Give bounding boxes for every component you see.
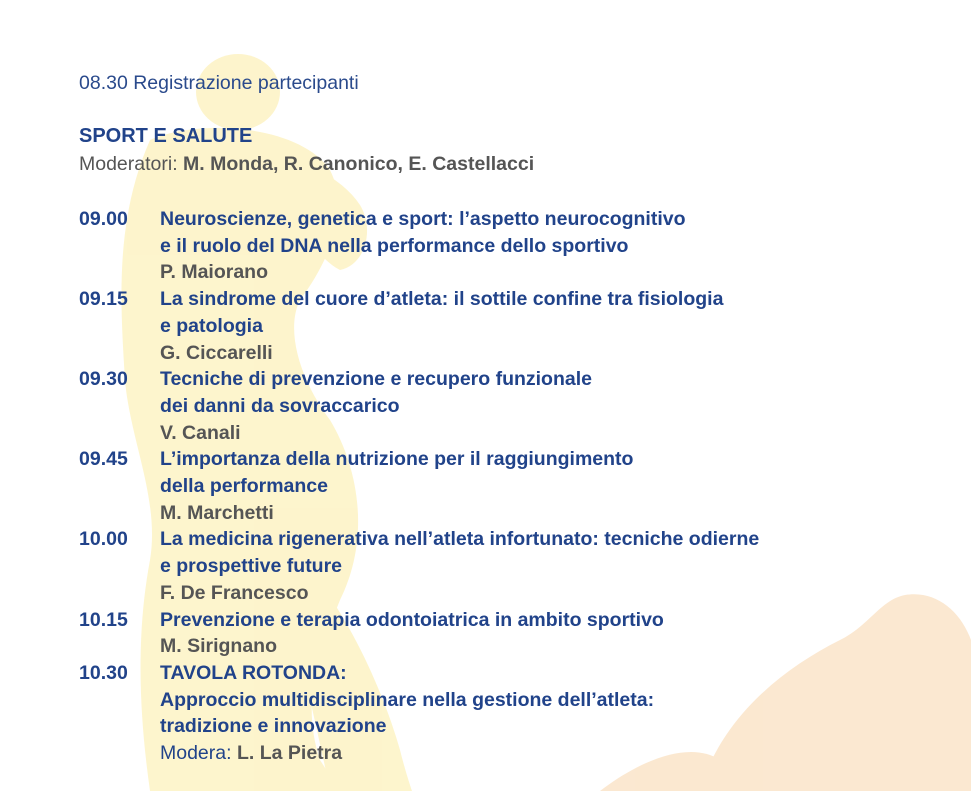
section-title: SPORT E SALUTE xyxy=(79,125,253,147)
moderators-line xyxy=(79,153,534,176)
item-time: 10.00 xyxy=(79,528,128,551)
program-item xyxy=(79,446,959,526)
round-table-item xyxy=(79,660,959,767)
item-speaker: P. Maiorano xyxy=(160,261,269,284)
round-table-title: TAVOLA ROTONDA: Approccio multidisciplinare nella gestione dell’atleta: tradizione e innovazione xyxy=(160,661,655,738)
moderators-label: Moderatori: xyxy=(79,153,178,175)
program-item xyxy=(79,286,959,366)
program-item xyxy=(79,607,959,660)
item-time: 09.00 xyxy=(79,208,128,230)
item-speaker: M. Marchetti xyxy=(160,501,274,524)
moderators-names: M. Monda, R. Canonico, E. Castellacci xyxy=(183,153,535,175)
registration-line: 08.30 Registrazione partecipanti xyxy=(79,72,359,94)
round-table-moderator-label: Modera: xyxy=(160,742,232,765)
item-time: 10.15 xyxy=(79,608,128,631)
item-time: 09.45 xyxy=(79,448,128,471)
item-title: La sindrome del cuore d’atleta: il sottile confine tra fisiologia e patologia xyxy=(160,288,724,337)
item-title: Neuroscienze, genetica e sport: l’aspetto neurocognitivo e il ruolo del DNA nella performance dello sportivo xyxy=(160,208,686,257)
program-item xyxy=(79,206,959,286)
item-time: 09.15 xyxy=(79,288,128,311)
item-time: 09.30 xyxy=(79,368,128,391)
item-title: L’importanza della nutrizione per il raggiungimento della performance xyxy=(160,448,634,498)
item-title: Tecniche di prevenzione e recupero funzionale dei danni da sovraccarico xyxy=(160,368,592,417)
item-title: Prevenzione e terapia odontoiatrica in ambito sportivo xyxy=(160,608,664,631)
round-table-moderator-name: L. La Pietra xyxy=(236,742,343,765)
round-table-time: 10.30 xyxy=(79,661,128,684)
item-speaker: V. Canali xyxy=(160,421,241,444)
item-speaker: G. Ciccarelli xyxy=(160,341,273,364)
program-item xyxy=(79,526,959,606)
item-title: La medicina rigenerativa nell’atleta infortunato: tecniche odierne e prospettive future xyxy=(160,528,760,578)
program-list xyxy=(79,206,959,767)
round-table-moderator xyxy=(160,740,959,767)
item-speaker: M. Sirignano xyxy=(160,635,277,658)
item-speaker: F. De Francesco xyxy=(160,581,309,604)
program-item xyxy=(79,366,959,446)
